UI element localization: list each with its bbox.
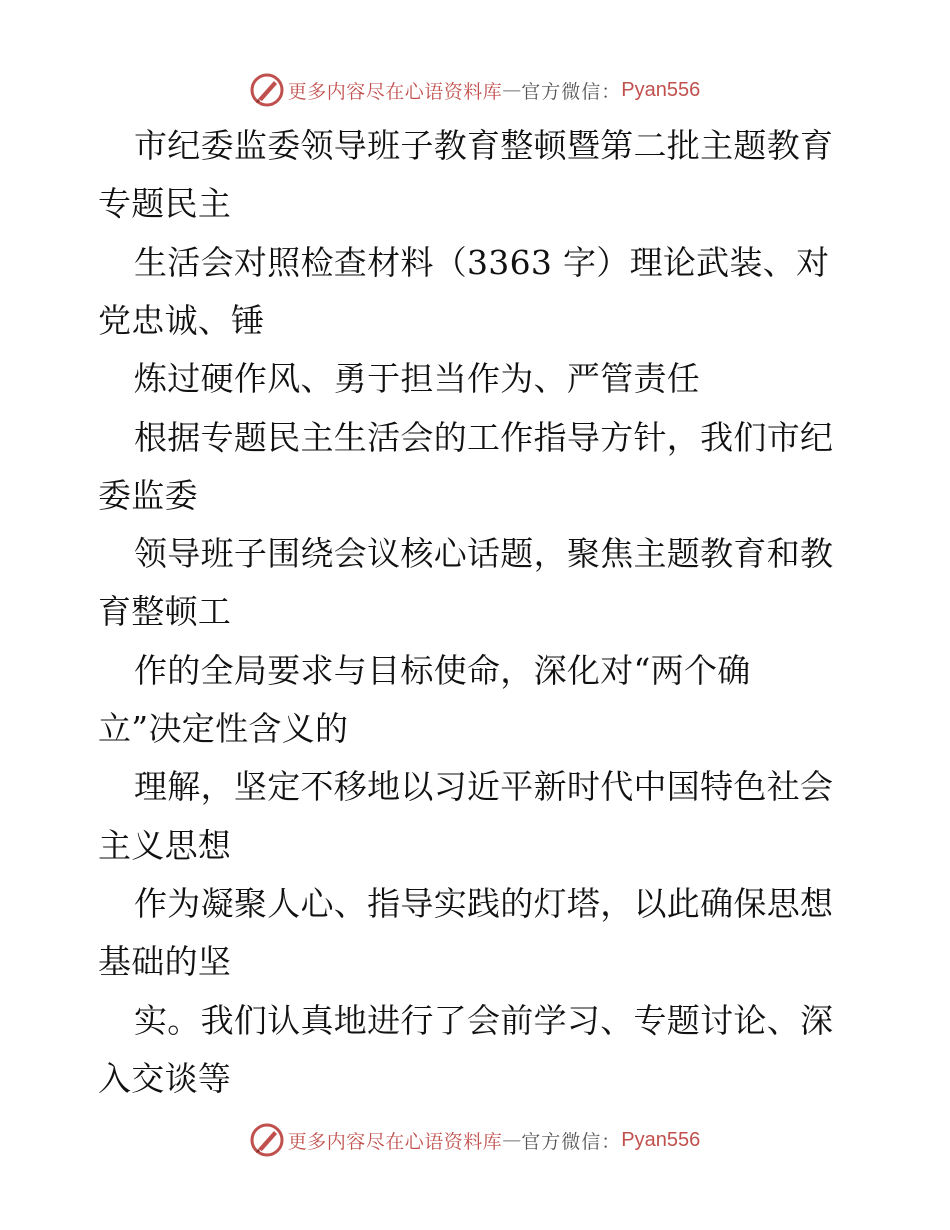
text-line: 立”决定性含义的 — [98, 709, 349, 748]
text-line: 根据专题民主生活会的工作指导方针，我们市纪 — [134, 418, 834, 457]
pen-feather-logo-icon — [250, 1123, 284, 1157]
text-line: 入交谈等 — [98, 1059, 232, 1098]
banner-dash: — — [502, 79, 522, 101]
banner-wechat-id: Pyan556 — [621, 1128, 701, 1151]
text-line: 专题民主 — [98, 184, 232, 223]
text-line: 党忠诚、锤 — [98, 301, 265, 340]
text-line: 育整顿工 — [98, 592, 232, 631]
text-line: 作为凝聚人心、指导实践的灯塔，以此确保思想 — [134, 884, 834, 923]
text-line: 市纪委监委领导班子教育整顿暨第二批主题教育 — [134, 126, 834, 165]
text-line: 实。我们认真地进行了会前学习、专题讨论、深 — [134, 1001, 834, 1040]
banner-wechat-id: Pyan556 — [621, 78, 701, 101]
text-line: 领导班子围绕会议核心话题，聚焦主题教育和教 — [134, 534, 834, 573]
text-line: 委监委 — [98, 476, 198, 515]
header-banner — [0, 70, 950, 110]
banner-wechat-label: 官方微信： — [521, 80, 622, 103]
pen-feather-logo-icon — [250, 73, 284, 107]
text-line: 主义思想 — [98, 826, 232, 865]
banner-title: 更多内容尽在心语资料库 — [287, 1130, 503, 1153]
footer-banner — [0, 1120, 950, 1160]
banner-dash: — — [502, 1129, 522, 1151]
text-line: 作的全局要求与目标使命，深化对“两个确 — [134, 651, 751, 690]
text-line: 基础的坚 — [98, 942, 232, 981]
text-line: 理解，坚定不移地以习近平新时代中国特色社会 — [134, 767, 834, 806]
text-line: 炼过硬作风、勇于担当作为、严管责任 — [134, 359, 701, 398]
banner-wechat-label: 官方微信： — [521, 1130, 622, 1153]
banner-title: 更多内容尽在心语资料库 — [287, 80, 503, 103]
text-line: 生活会对照检查材料（3363 字）理论武装、对 — [134, 243, 830, 282]
